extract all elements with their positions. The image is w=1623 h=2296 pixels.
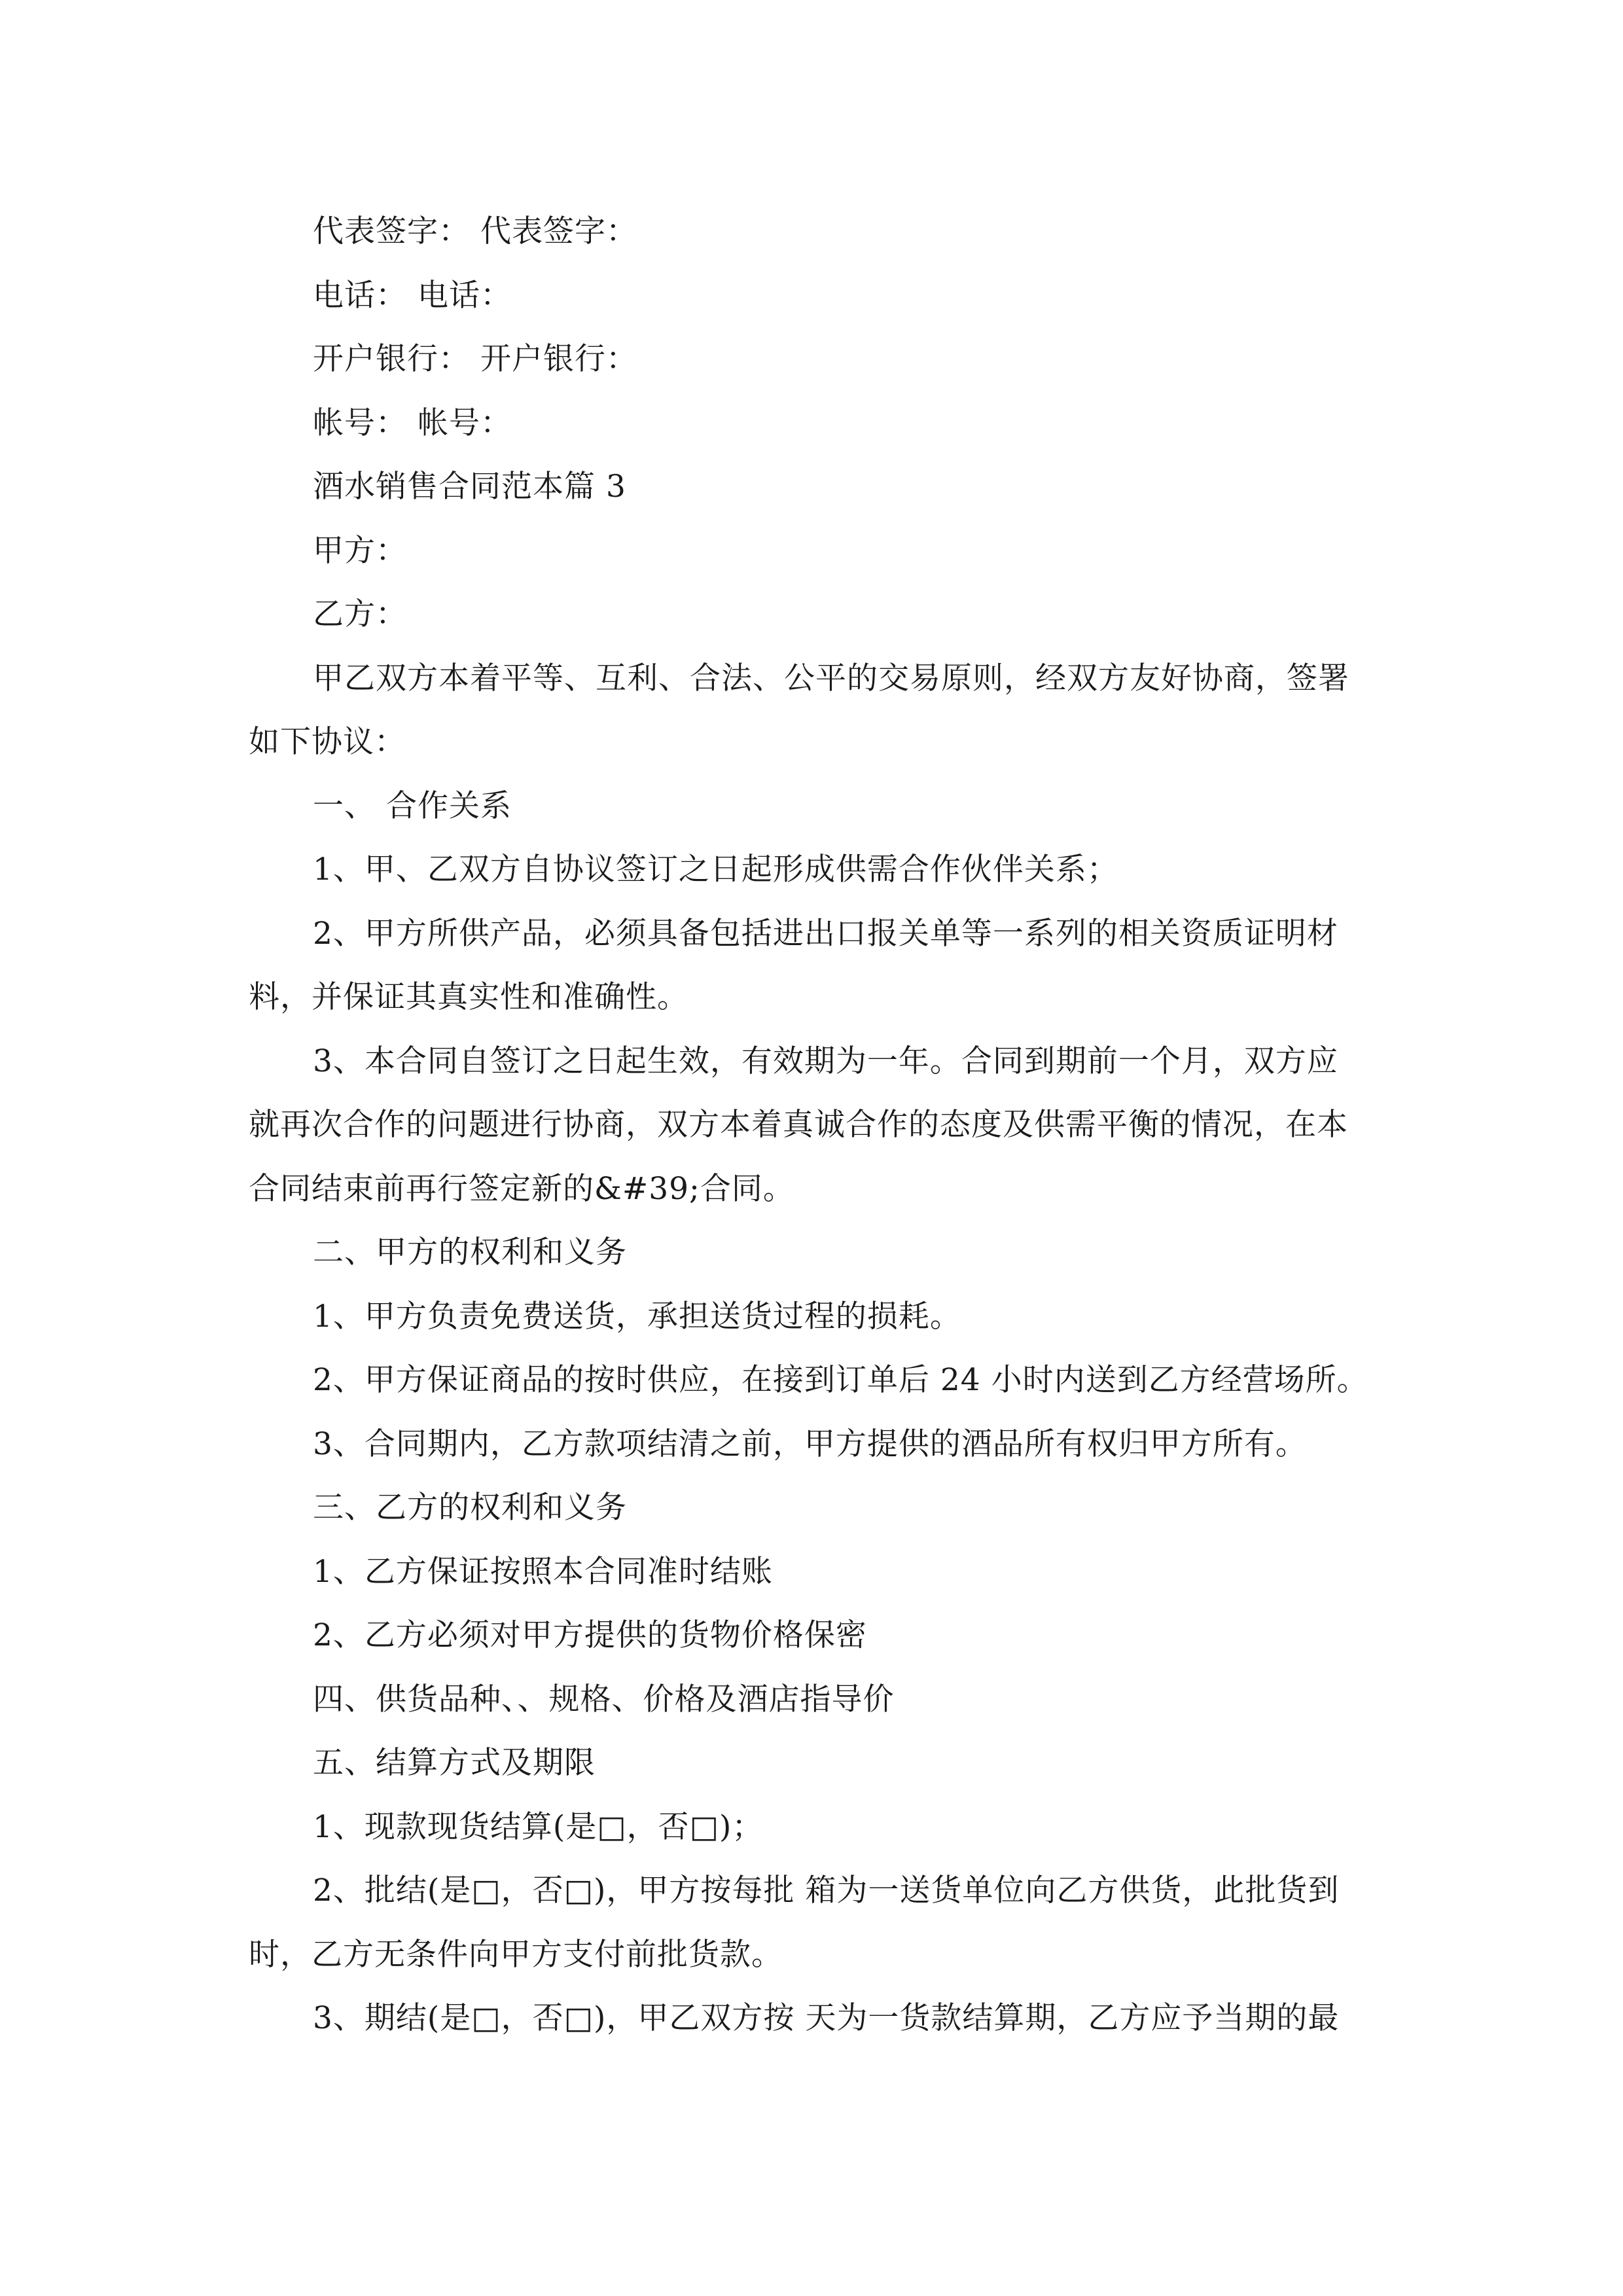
paragraph-line: 1、甲、乙双方自协议签订之日起形成供需合作伙伴关系；: [313, 852, 1118, 888]
paragraph-line: 3、本合同自签订之日起生效，有效期为一年。合同到期前一个月，双方应: [313, 1043, 1338, 1079]
paragraph-line: 1、现款现货结算(是□，否□)；: [313, 1808, 764, 1845]
signature-line: 代表签字： 代表签字：: [313, 213, 637, 249]
heading-supply-items: 四、供货品种、、规格、价格及酒店指导价: [313, 1681, 895, 1717]
paragraph-line: 3、期结(是□，否□)，甲乙双方按 天为一货款结算期，乙方应予当期的最: [313, 2000, 1340, 2036]
paragraph-line: 2、甲方保证商品的按时供应，在接到订单后 24 小时内送到乙方经营场所。: [313, 1362, 1368, 1398]
paragraph-line: 甲乙双方本着平等、互利、合法、公平的交易原则，经双方友好协商，签署: [313, 660, 1349, 696]
paragraph-line: 2、批结(是□，否□)，甲方按每批 箱为一送货单位向乙方供货，此批货到: [313, 1873, 1340, 1909]
account-line: 帐号： 帐号：: [313, 404, 512, 441]
contract-text: [249, 200, 1374, 2051]
bank-line: 开户银行： 开户银行：: [313, 341, 637, 377]
paragraph-line: 1、乙方保证按照本合同准时结账: [313, 1553, 773, 1590]
phone-line: 电话： 电话：: [313, 277, 512, 314]
section-title: 酒水销售合同范本篇 3: [313, 469, 626, 505]
heading-party-b-rights: 三、乙方的权利和义务: [313, 1490, 627, 1526]
paragraph-line: 合同结束前再行签定新的&#39;合同。: [249, 1170, 794, 1207]
heading-settlement: 五、结算方式及期限: [313, 1745, 596, 1781]
paragraph-line: 就再次合作的问题进行协商，双方本着真诚合作的态度及供需平衡的情况，在本: [249, 1107, 1348, 1143]
paragraph-line: 如下协议：: [249, 724, 406, 760]
paragraph-line: 3、合同期内，乙方款项结清之前，甲方提供的酒品所有权归甲方所有。: [313, 1426, 1307, 1462]
heading-party-a-rights: 二、甲方的权利和义务: [313, 1234, 627, 1270]
paragraph-line: 料，并保证其真实性和准确性。: [249, 979, 688, 1015]
paragraph-line: 2、乙方必须对甲方提供的货物价格保密: [313, 1617, 867, 1653]
party-a-line: 甲方：: [313, 532, 407, 569]
paragraph-line: 2、甲方所供产品，必须具备包括进出口报关单等一系列的相关资质证明材: [313, 915, 1338, 952]
heading-cooperation: 一、 合作关系: [313, 787, 512, 824]
paragraph-line: 1、甲方负责免费送货，承担送货过程的损耗。: [313, 1298, 961, 1335]
party-b-line: 乙方：: [313, 596, 407, 632]
paragraph-line: 时，乙方无条件向甲方支付前批货款。: [249, 1936, 783, 1973]
